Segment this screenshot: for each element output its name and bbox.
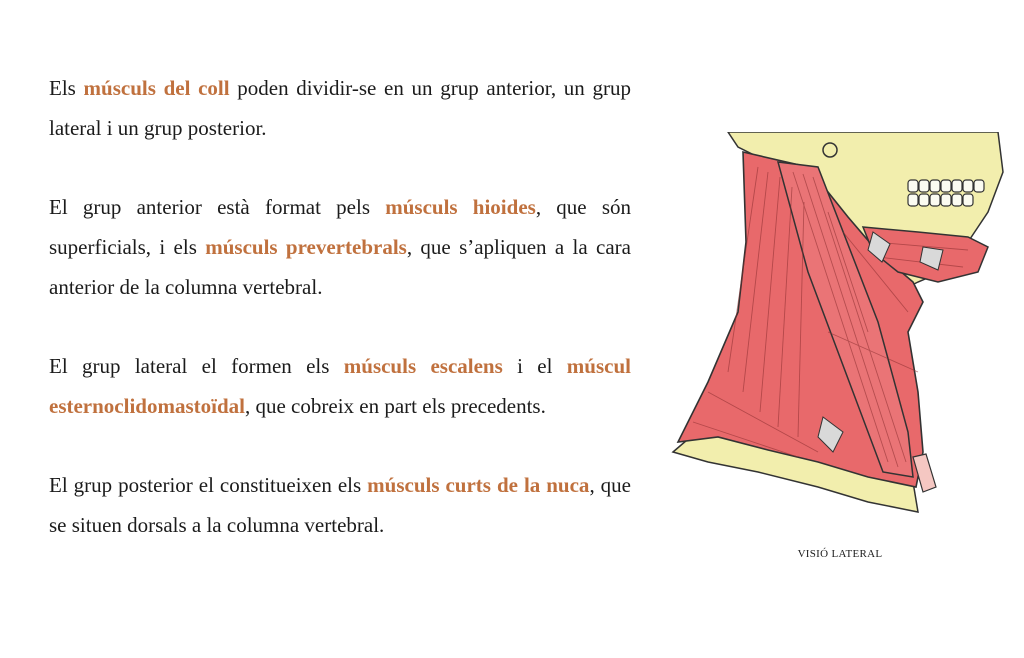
paragraph-text: , que són superficials, i els [49, 195, 631, 259]
highlighted-term: músculs escalens [343, 354, 503, 378]
paragraph-text: El grup posterior el constitueixen els [49, 473, 368, 497]
paragraph-text: El grup anterior està format pels [49, 195, 386, 219]
paragraph-text: El grup lateral el formen els [49, 354, 344, 378]
highlighted-term: músculs curts de la nuca [367, 473, 590, 497]
paragraph-text: , que s’apliquen a la cara anterior de la columna vertebral. [49, 235, 631, 299]
highlighted-term: múscul esternoclidomastoïdal [49, 354, 631, 418]
neck-muscles-figure [668, 132, 1008, 522]
paragraph-text: i el [502, 354, 567, 378]
text-column [49, 68, 631, 584]
paragraph-lateral-group [49, 346, 631, 426]
highlighted-term: músculs del coll [83, 76, 230, 100]
paragraph-text: , que se situen dorsals a la columna vertebral. [49, 473, 631, 537]
paragraph-text: Els [49, 76, 84, 100]
highlighted-term: músculs hioides [385, 195, 536, 219]
paragraph-intro [49, 68, 631, 148]
paragraph-anterior-group [49, 187, 631, 307]
highlighted-term: músculs prevertebrals [205, 235, 407, 259]
neck-muscles-lateral-icon [668, 132, 1008, 522]
paragraph-text: , que cobreix en part els precedents. [244, 394, 546, 418]
paragraph-text: poden dividir-se en un grup anterior, un grup lateral i un grup posterior. [49, 76, 631, 140]
figure-caption: VISIÓ LATERAL [797, 548, 883, 560]
paragraph-posterior-group [49, 465, 631, 545]
